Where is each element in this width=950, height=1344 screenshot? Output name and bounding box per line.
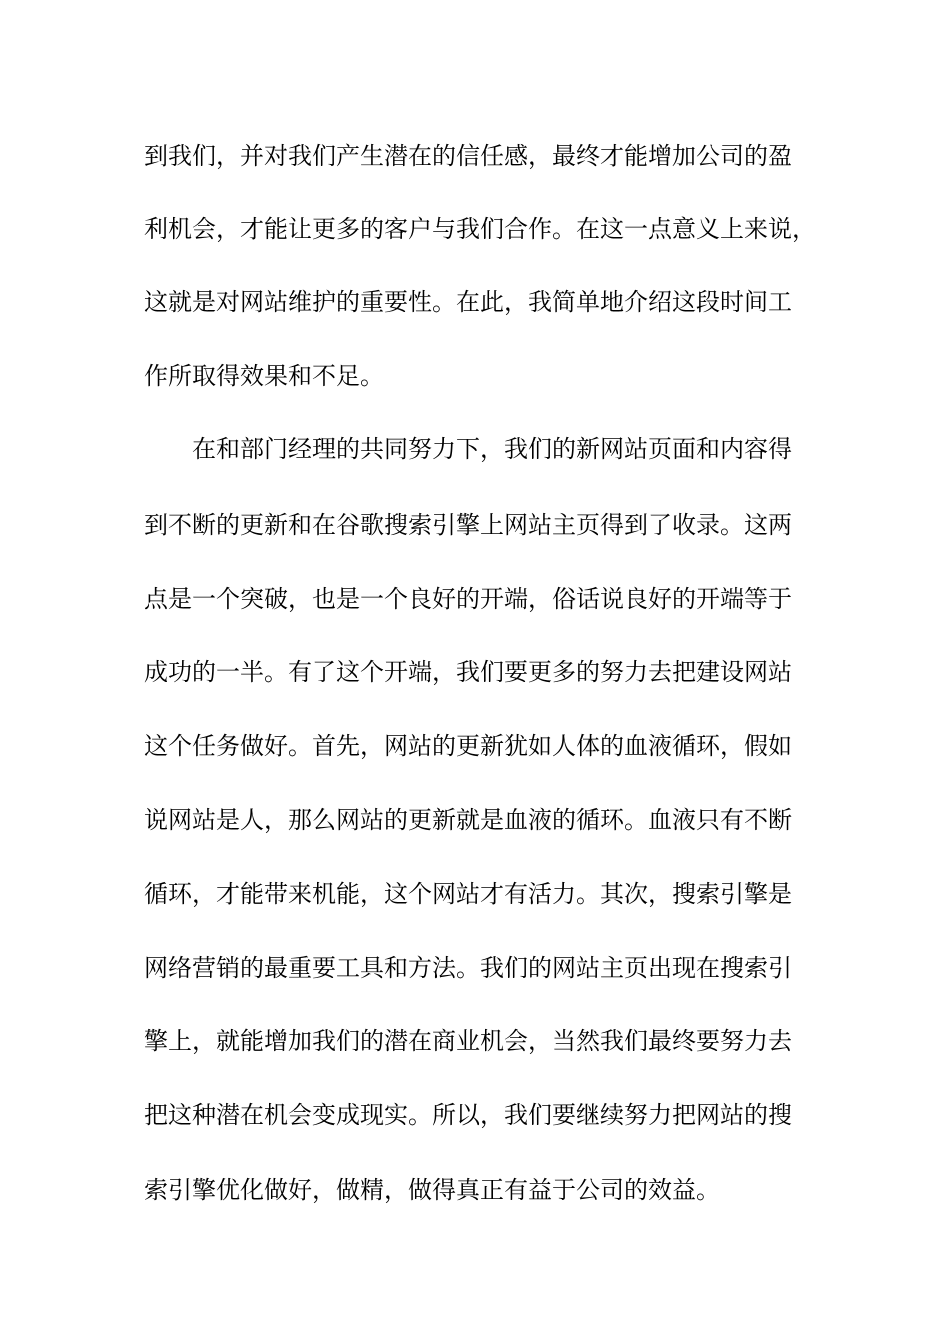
paragraph-1-line-2: 利机会，才能让更多的客户与我们合作。在这一点意义上来说，: [144, 215, 816, 243]
paragraph-2-line-10: 把这种潜在机会变成现实。所以，我们要继续努力把网站的搜: [144, 1101, 792, 1129]
paragraph-2-line-11: 索引擎优化做好，做精，做得真正有益于公司的效益。: [144, 1176, 720, 1204]
paragraph-2-line-9: 擎上，就能增加我们的潜在商业机会，当然我们最终要努力去: [144, 1027, 792, 1055]
paragraph-1-line-3: 这就是对网站维护的重要性。在此，我简单地介绍这段时间工: [144, 288, 792, 316]
paragraph-2-line-6: 说网站是人，那么网站的更新就是血液的循环。血液只有不断: [144, 806, 792, 834]
paragraph-2-line-1: 在和部门经理的共同努力下，我们的新网站页面和内容得: [192, 435, 792, 463]
paragraph-1-line-1: 到我们，并对我们产生潜在的信任感，最终才能增加公司的盈: [144, 142, 792, 170]
paragraph-2-line-8: 网络营销的最重要工具和方法。我们的网站主页出现在搜索引: [144, 954, 792, 982]
paragraph-2-line-7: 循环，才能带来机能，这个网站才有活力。其次，搜索引擎是: [144, 880, 792, 908]
paragraph-2-line-2: 到不断的更新和在谷歌搜索引擎上网站主页得到了收录。这两: [144, 511, 792, 539]
paragraph-2-line-4: 成功的一半。有了这个开端，我们要更多的努力去把建设网站: [144, 658, 792, 686]
paragraph-2-line-3: 点是一个突破，也是一个良好的开端，俗话说良好的开端等于: [144, 585, 792, 613]
paragraph-2-line-5: 这个任务做好。首先，网站的更新犹如人体的血液循环，假如: [144, 732, 792, 760]
paragraph-1-line-4: 作所取得效果和不足。: [144, 362, 384, 390]
